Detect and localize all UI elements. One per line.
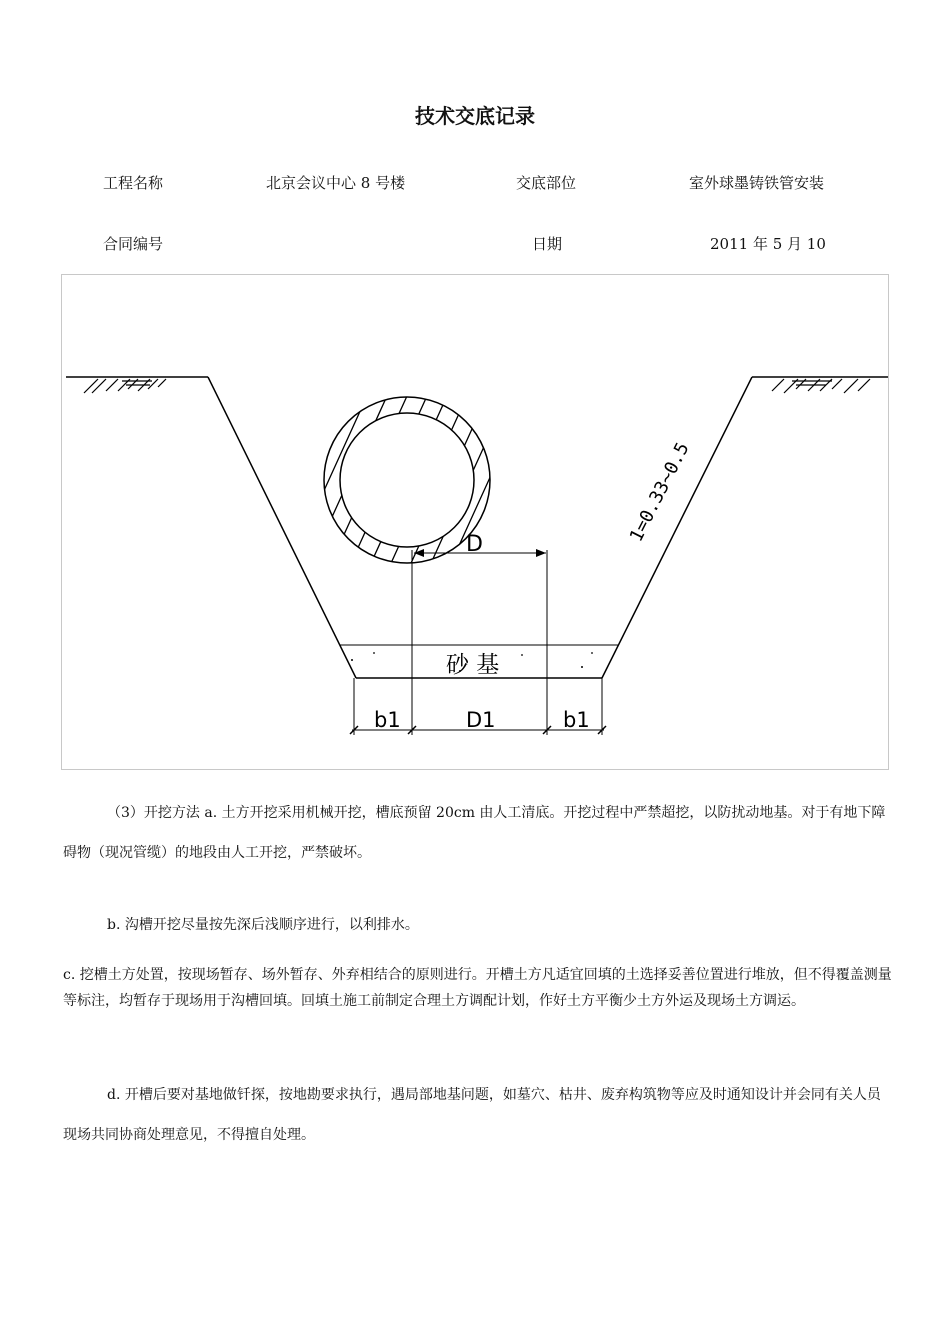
paragraph-excavation-order: b. 沟槽开挖尽量按先深后浅顺序进行，以利排水。 <box>107 917 419 933</box>
trench-diagram <box>62 275 888 769</box>
date-label: 日期 <box>532 235 563 253</box>
diameter-arrow-left <box>414 549 424 557</box>
diameter-arrow-right <box>536 549 546 557</box>
page-title: 技术交底记录 <box>415 104 535 128</box>
pipe-wall-hatch <box>272 385 572 605</box>
disclosure-part-value: 室外球墨铸铁管安装 <box>689 174 825 192</box>
paragraph-foundation-probing: d. 开槽后要对基地做钎探，按地勘要求执行，遇局部地基问题，如墓穴、枯井、废弃构筑物等应及时通知设计并会同有关人员现场共同协商处理意见，不得擅自处理。 <box>63 1087 881 1143</box>
date-value: 2011 年 5 月 10 <box>710 235 826 253</box>
trench-section-figure <box>61 274 889 770</box>
project-name-label: 工程名称 <box>103 174 164 192</box>
trench-wall-left <box>208 377 356 678</box>
b1-right-label: b1 <box>563 708 590 732</box>
disclosure-part-label: 交底部位 <box>516 174 577 192</box>
sand-bed-label: 砂 基 <box>446 652 500 678</box>
d1-label: D1 <box>466 708 496 732</box>
diameter-label: D <box>466 532 483 557</box>
soil-hatch-left <box>84 379 166 393</box>
paragraph-excavation-method: （3）开挖方法 a. 土方开挖采用机械开挖，槽底预留 20cm 由人工清底。开挖过程中严禁超挖，以防扰动地基。对于有地下障碍物（现况管缆）的地段由人工开挖，严禁破坏。 <box>63 805 886 861</box>
paragraph-soil-disposal: c. 挖槽土方处置，按现场暂存、场外暂存、外弃相结合的原则进行。开槽土方凡适宜回填的土选择妥善位置进行堆放，但不得覆盖测量等标注，均暂存于现场用于沟槽回填。回填土施工前制定合理土方调配计划，作好土方平衡少土方外运及现场土方调运。 <box>63 967 892 1009</box>
slope-label: 1=0.33~0.5 <box>625 439 694 546</box>
contract-number-label: 合同编号 <box>103 235 164 253</box>
pipe-inner-wall <box>340 413 474 547</box>
soil-hatch-right <box>772 379 870 393</box>
b1-left-label: b1 <box>374 708 401 732</box>
project-name-value: 北京会议中心 8 号楼 <box>266 174 406 192</box>
trench-wall-right <box>602 377 752 678</box>
